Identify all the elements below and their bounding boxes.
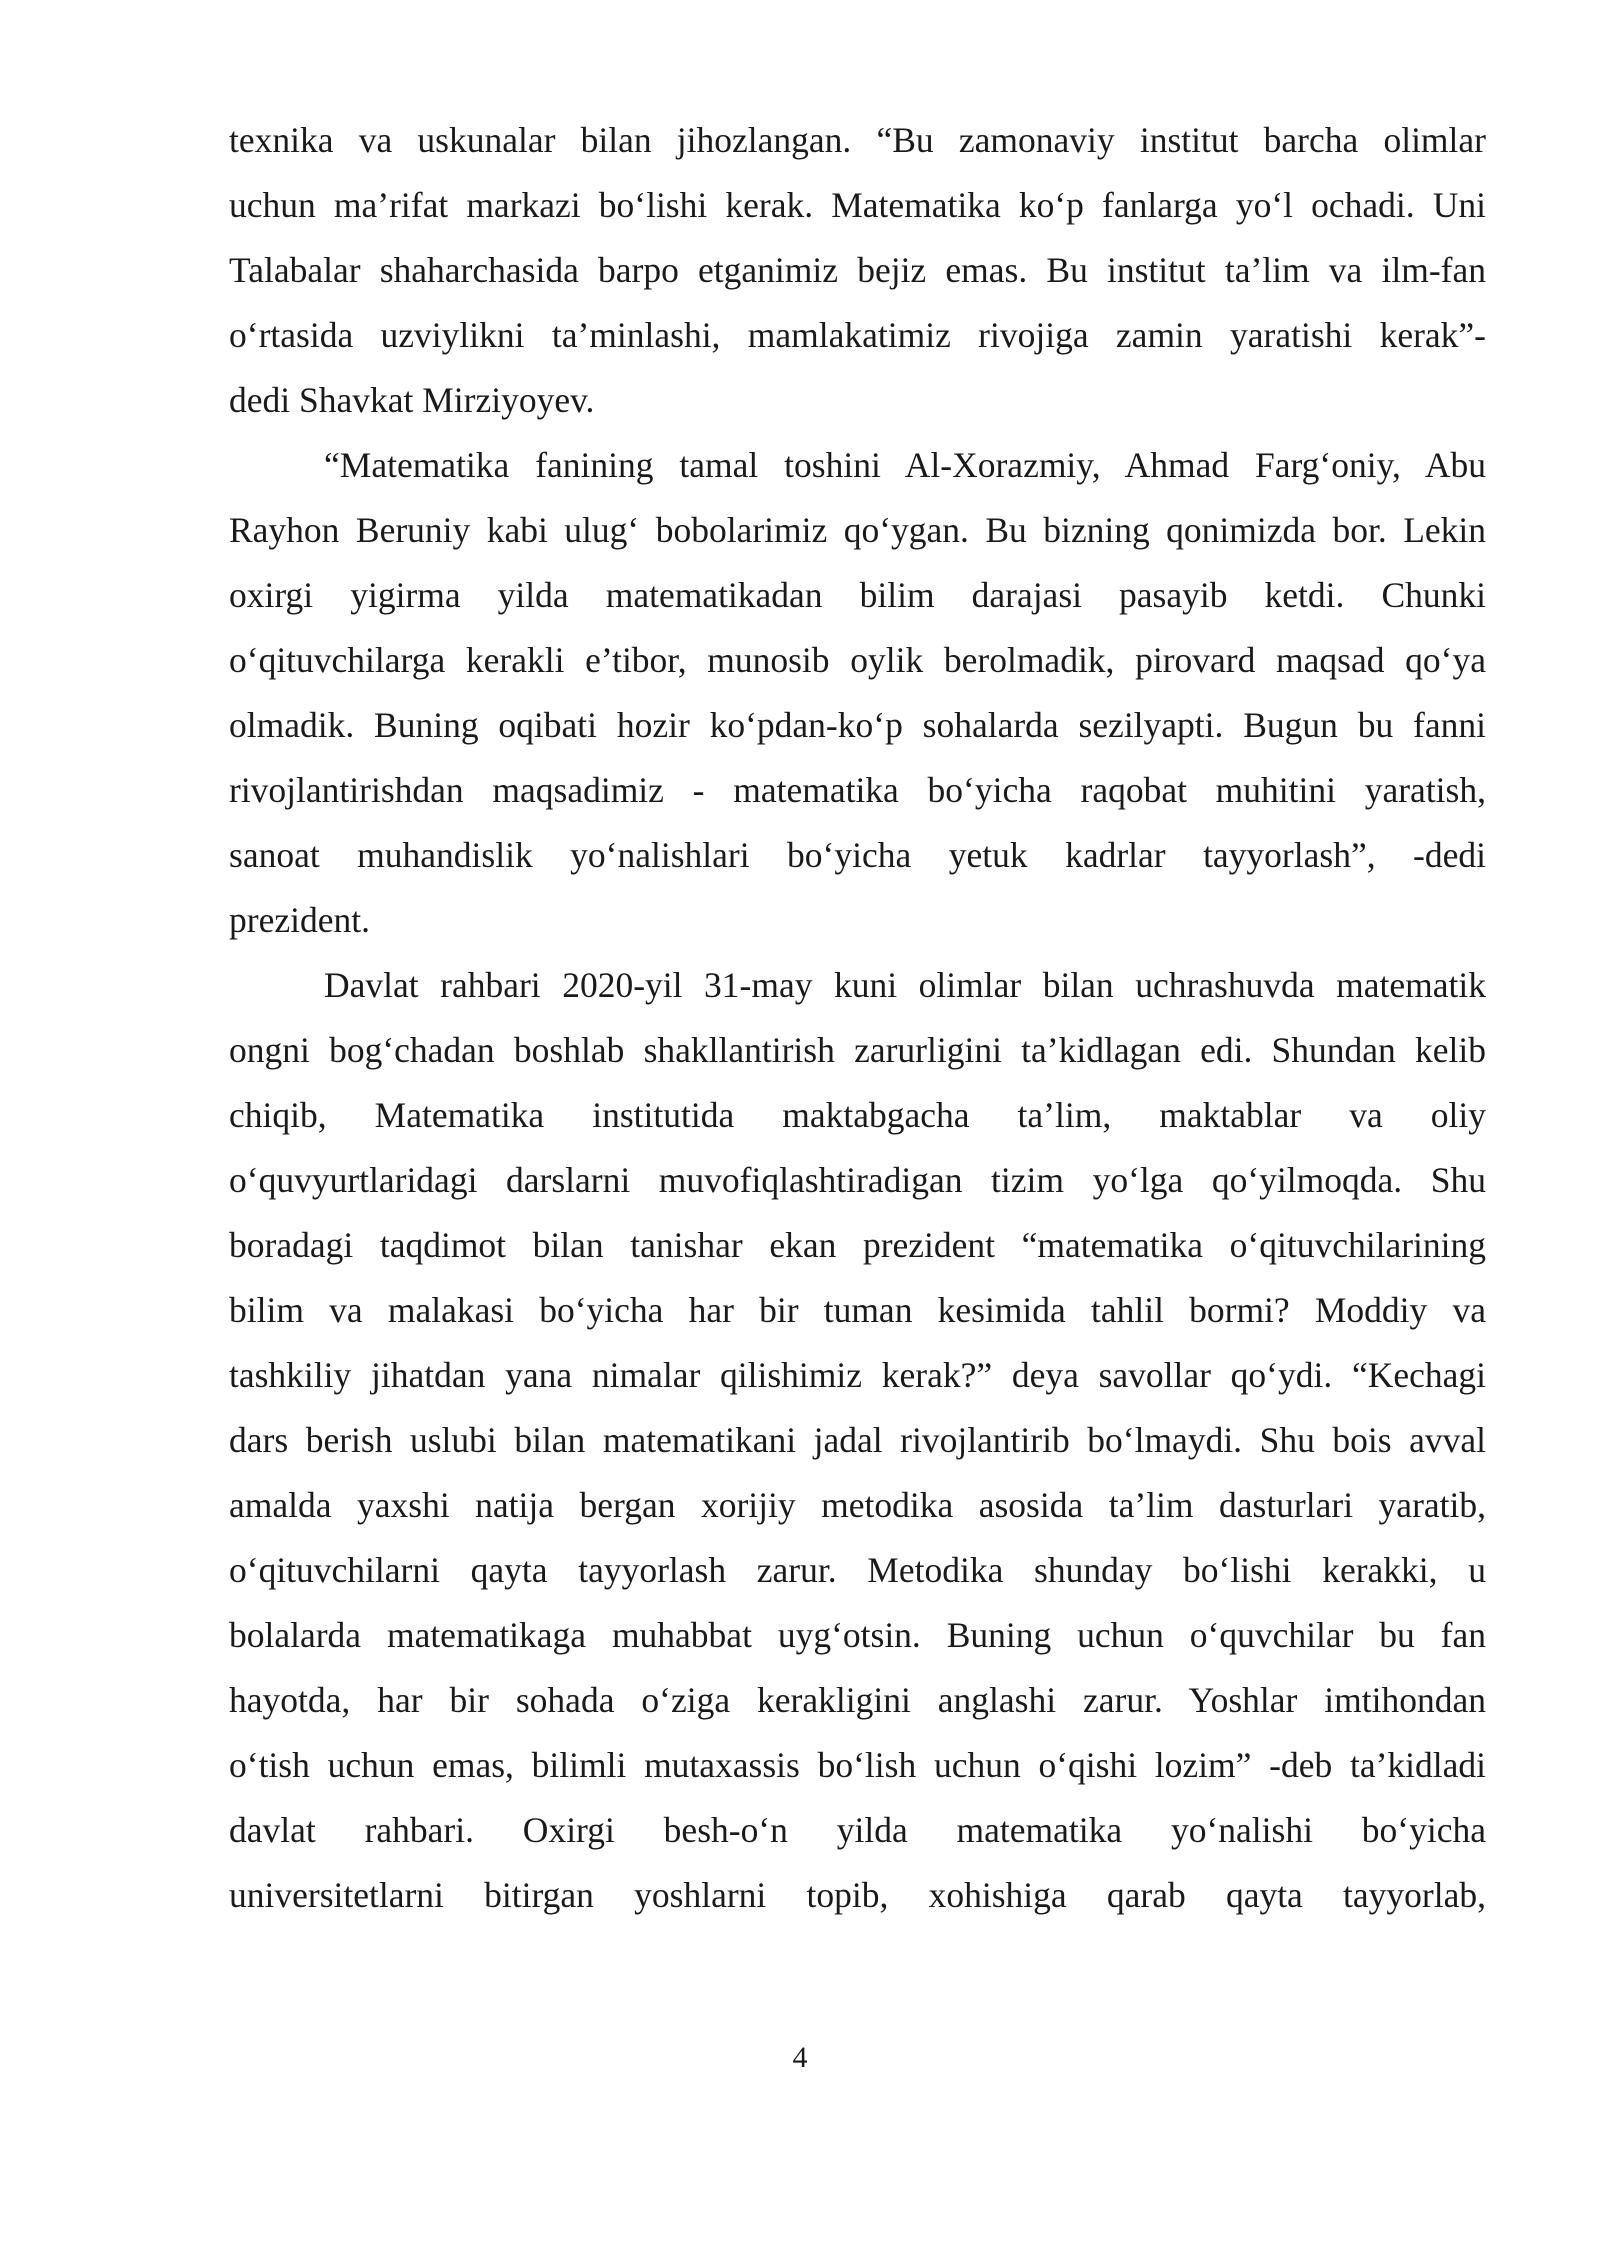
text-line: dedi Shavkat Mirziyoyev. <box>229 380 595 420</box>
text-line: prezident. <box>229 900 370 940</box>
body-text <box>229 108 1486 1928</box>
text-line: “Matematika fanining tamal toshini Al-Xorazmiy, Ahmad Farg‘oniy, Abu <box>324 445 1486 485</box>
text-line: Davlat rahbari 2020-yil 31-may kuni olimlar bilan uchrashuvda matematik <box>324 965 1486 1005</box>
text-line: tashkiliy jihatdan yana nimalar qilishimiz kerak?” deya savollar qo‘ydi. “Kechagi <box>229 1355 1486 1395</box>
text-line: sanoat muhandislik yo‘nalishlari bo‘yicha yetuk kadrlar tayyorlash”, -dedi <box>229 835 1486 875</box>
text-line: rivojlantirishdan maqsadimiz - matematika bo‘yicha raqobat muhitini yaratish, <box>229 770 1486 810</box>
paragraph <box>229 108 1486 433</box>
text-line: Talabalar shaharchasida barpo etganimiz bejiz emas. Bu institut ta’lim va ilm-fan <box>229 250 1486 290</box>
text-line: o‘qituvchilarni qayta tayyorlash zarur. Metodika shunday bo‘lishi kerakki, u <box>229 1550 1486 1590</box>
text-line: bolalarda matematikaga muhabbat uyg‘otsin. Buning uchun o‘quvchilar bu fan <box>229 1615 1486 1655</box>
page-number: 4 <box>792 2041 808 2074</box>
paragraph <box>229 953 1486 1928</box>
text-line: texnika va uskunalar bilan jihozlangan. “Bu zamonaviy institut barcha olimlar <box>229 120 1486 160</box>
text-line: o‘tish uchun emas, bilimli mutaxassis bo‘lish uchun o‘qishi lozim” -deb ta’kidladi <box>229 1745 1486 1785</box>
text-line: Rayhon Beruniy kabi ulug‘ bobolarimiz qo‘ygan. Bu bizning qonimizda bor. Lekin <box>229 510 1486 550</box>
text-line: ongni bog‘chadan boshlab shakllantirish zarurligini ta’kidlagan edi. Shundan kelib <box>229 1030 1486 1070</box>
text-line: boradagi taqdimot bilan tanishar ekan prezident “matematika o‘qituvchilarining <box>229 1225 1486 1265</box>
text-line: hayotda, har bir sohada o‘ziga kerakligini anglashi zarur. Yoshlar imtihondan <box>229 1680 1486 1720</box>
text-line: amalda yaxshi natija bergan xorijiy metodika asosida ta’lim dasturlari yaratib, <box>229 1485 1486 1525</box>
text-line: o‘qituvchilarga kerakli e’tibor, munosib oylik berolmadik, pirovard maqsad qo‘ya <box>229 640 1486 680</box>
text-line: bilim va malakasi bo‘yicha har bir tuman kesimida tahlil bormi? Moddiy va <box>229 1290 1486 1330</box>
text-line: chiqib, Matematika institutida maktabgacha ta’lim, maktablar va oliy <box>229 1095 1486 1135</box>
paragraph <box>229 433 1486 953</box>
text-line: olmadik. Buning oqibati hozir ko‘pdan-ko‘p sohalarda sezilyapti. Bugun bu fanni <box>229 705 1486 745</box>
text-line: o‘rtasida uzviylikni ta’minlashi, mamlakatimiz rivojiga zamin yaratishi kerak”- <box>229 315 1486 355</box>
text-line: o‘quvyurtlaridagi darslarni muvofiqlashtiradigan tizim yo‘lga qo‘yilmoqda. Shu <box>229 1160 1486 1200</box>
text-line: davlat rahbari. Oxirgi besh-o‘n yilda matematika yo‘nalishi bo‘yicha <box>229 1810 1486 1850</box>
text-line: universitetlarni bitirgan yoshlarni topib, xohishiga qarab qayta tayyorlab, <box>229 1875 1486 1915</box>
text-line: dars berish uslubi bilan matematikani jadal rivojlantirib bo‘lmaydi. Shu bois avval <box>229 1420 1486 1460</box>
text-line: oxirgi yigirma yilda matematikadan bilim darajasi pasayib ketdi. Chunki <box>229 575 1486 615</box>
text-line: uchun ma’rifat markazi bo‘lishi kerak. Matematika ko‘p fanlarga yo‘l ochadi. Uni <box>229 185 1486 225</box>
